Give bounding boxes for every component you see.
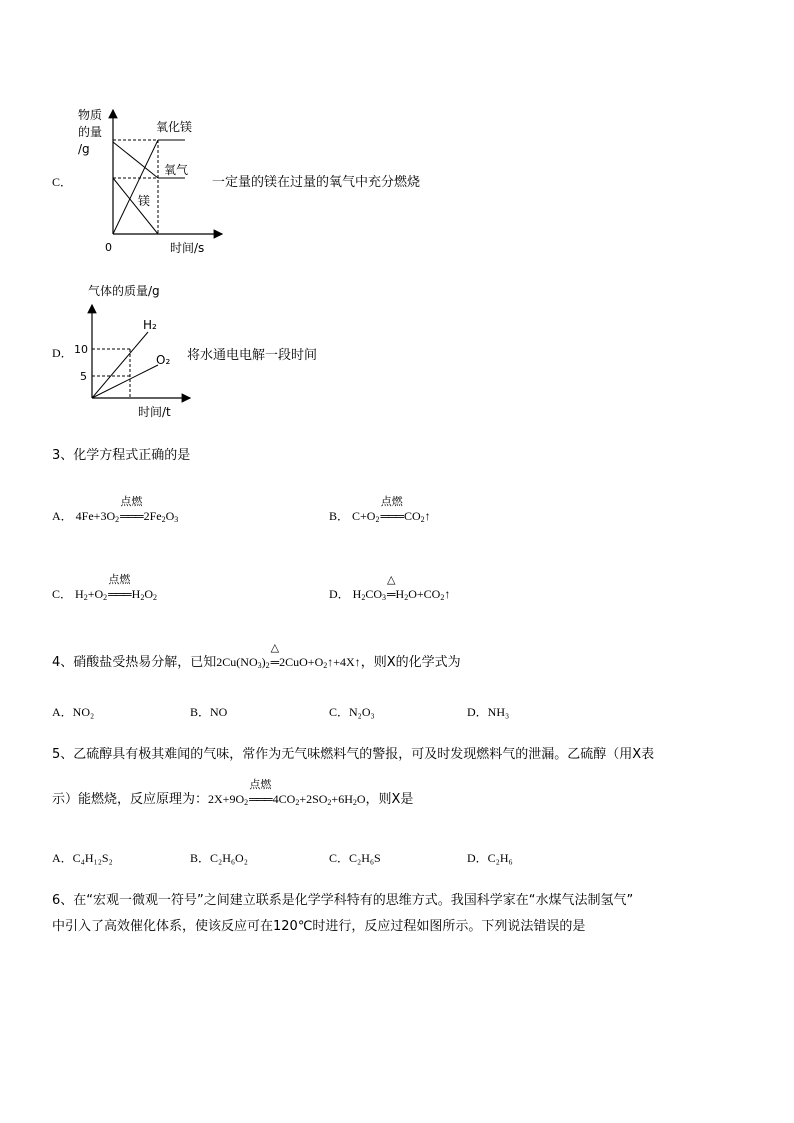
graph-c-origin: 0 bbox=[105, 241, 112, 254]
ignite-condition: 点燃 bbox=[380, 495, 403, 508]
graph-c bbox=[70, 100, 230, 260]
q3-option-d: D． $H_2CO_3$ △ $═H_2O+CO_2↑$ bbox=[329, 573, 451, 602]
q6-stem-line2: 中引入了高效催化体系，使该反应可在120℃时进行，反应过程如图所示。下列说法错误的是 bbox=[52, 919, 586, 934]
q4-option-d: D．NH₃ bbox=[467, 705, 510, 719]
q4-option-b: B．NO bbox=[190, 705, 228, 719]
q3-option-b: B． $C+O_2$ 点燃 $═══CO_2↑$ bbox=[329, 495, 431, 524]
graph-c-description: 一定量的镁在过量的氧气中充分燃烧 bbox=[212, 175, 421, 190]
graph-c-y-label-2: 的量 bbox=[78, 125, 103, 139]
graph-c-o2-label: 氧气 bbox=[164, 163, 189, 177]
q3-option-a: A． $4Fe+3O_2$ 点燃 $═══2Fe_2O_3$ bbox=[52, 495, 179, 524]
q6-stem-line1: 6、在“宏观一微观一符号”之间建立联系是化学学科特有的思维方式。我国科学家在“水煤气法制氢气” bbox=[52, 893, 634, 908]
graph-c-mg-label: 镁 bbox=[138, 194, 151, 208]
heat-condition: △ bbox=[387, 573, 396, 586]
q5-option-d: D．C₂H₆ bbox=[467, 851, 513, 865]
graph-d-y-label: 气体的质量/g bbox=[88, 284, 160, 298]
option-d-label: D． bbox=[52, 346, 73, 360]
q5-option-a: A．C₄H₁₂S₂ bbox=[52, 851, 113, 865]
graph-c-o2-fall bbox=[113, 142, 158, 178]
q3-stem: 3、化学方程式正确的是 bbox=[52, 448, 191, 463]
q5-stem-line2: 示）能燃烧，反应原理为：$2X+9O_2$ 点燃 $═══4CO_2+2SO_2+6H_2O$，则X是 bbox=[52, 778, 414, 807]
graph-d-h2-label: H₂ bbox=[143, 318, 157, 332]
graph-d-h2-line bbox=[92, 332, 148, 398]
graph-d-description: 将水通电电解一段时间 bbox=[187, 348, 318, 363]
option-c-label: C． bbox=[52, 175, 73, 189]
graph-c-mgo-label: 氧化镁 bbox=[156, 120, 193, 134]
q3-option-c: C． $H_2+O_2$ 点燃 $═══H_2O_2$ bbox=[52, 573, 157, 602]
graph-d-tick-10: 10 bbox=[74, 343, 88, 356]
graph-d-o2-label: O₂ bbox=[156, 353, 171, 367]
graph-c-y-label-1: 物质 bbox=[78, 108, 103, 122]
q5-stem-line1: 5、乙硫醇具有极其难闻的气味，常作为无气味燃料气的警报，可及时发现燃料气的泄漏。乙硫醇（用X表 bbox=[52, 747, 655, 762]
q4-stem: 4、硝酸盐受热易分解，已知$2Cu(NO_3)_2$ △ $═2CuO+O_2↑+4X↑$，则X的化学式为 bbox=[52, 641, 461, 670]
ignite-condition: 点燃 bbox=[120, 495, 143, 508]
heat-condition: △ bbox=[270, 641, 280, 654]
graph-d-x-label: 时间/t bbox=[138, 405, 171, 419]
q5-option-b: B．C₂H₆O₂ bbox=[190, 851, 248, 865]
q5-option-c: C．C₂H₆S bbox=[329, 851, 381, 865]
graph-d-o2-line bbox=[92, 365, 158, 398]
q4-option-c: C．N₂O₃ bbox=[329, 705, 375, 719]
graph-d-tick-5: 5 bbox=[80, 370, 87, 383]
ignite-condition: 点燃 bbox=[249, 778, 272, 791]
graph-d bbox=[70, 280, 200, 425]
graph-c-y-label-3: /g bbox=[78, 142, 90, 156]
ignite-condition: 点燃 bbox=[108, 573, 131, 586]
q4-option-a: A．NO₂ bbox=[52, 705, 95, 719]
graph-c-x-label: 时间/s bbox=[170, 241, 205, 255]
